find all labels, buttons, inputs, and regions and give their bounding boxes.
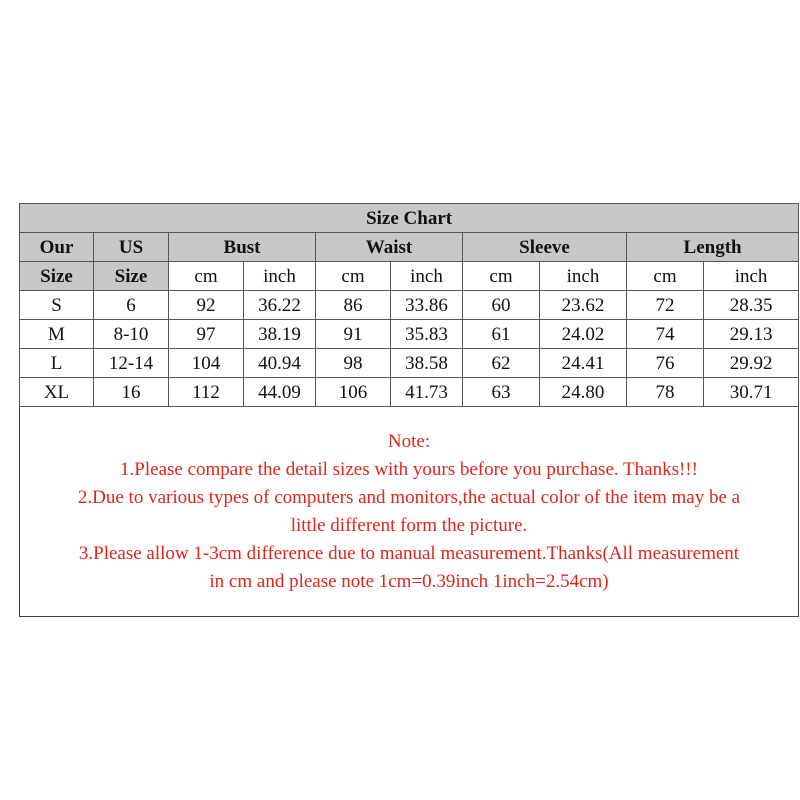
length-inch-cell: 28.35 xyxy=(704,291,799,320)
waist-inch-cell: 41.73 xyxy=(391,378,463,407)
length-cm-cell: 74 xyxy=(627,320,704,349)
sleeve-inch-cell: 24.80 xyxy=(540,378,627,407)
length-inch-cell: 29.13 xyxy=(704,320,799,349)
bust-cm-cell: 112 xyxy=(169,378,244,407)
us-size-cell: 16 xyxy=(94,378,169,407)
waist-inch-cell: 33.86 xyxy=(391,291,463,320)
table-row xyxy=(20,320,799,349)
waist-cm-cell: 98 xyxy=(316,349,391,378)
note-heading: Note: xyxy=(387,431,431,452)
bust-cm-cell: 92 xyxy=(169,291,244,320)
header-length: Length xyxy=(627,233,799,262)
waist-cm-cell: 86 xyxy=(316,291,391,320)
length-cm-cell: 72 xyxy=(627,291,704,320)
note-line-2: 2.Due to various types of computers and monitors,the actual color of the item may be a xyxy=(77,487,741,508)
header-us-size-top: US xyxy=(94,233,169,262)
header-waist: Waist xyxy=(316,233,463,262)
unit-waist-inch: inch xyxy=(391,262,463,291)
unit-sleeve-inch: inch xyxy=(540,262,627,291)
length-inch-cell: 29.92 xyxy=(704,349,799,378)
table-row xyxy=(20,291,799,320)
sleeve-inch-cell: 24.02 xyxy=(540,320,627,349)
our-size-cell: S xyxy=(20,291,94,320)
our-size-cell: L xyxy=(20,349,94,378)
unit-sleeve-cm: cm xyxy=(463,262,540,291)
sleeve-cm-cell: 61 xyxy=(463,320,540,349)
header-sleeve: Sleeve xyxy=(463,233,627,262)
unit-length-inch: inch xyxy=(704,262,799,291)
unit-bust-inch: inch xyxy=(244,262,316,291)
header-bust: Bust xyxy=(169,233,316,262)
size-chart xyxy=(19,203,799,617)
chart-title: Size Chart xyxy=(20,204,799,233)
sleeve-cm-cell: 63 xyxy=(463,378,540,407)
header-our-size-top: Our xyxy=(20,233,94,262)
table-row xyxy=(20,349,799,378)
length-cm-cell: 78 xyxy=(627,378,704,407)
size-table xyxy=(19,203,799,407)
bust-inch-cell: 40.94 xyxy=(244,349,316,378)
us-size-cell: 12-14 xyxy=(94,349,169,378)
note-line-1: 1.Please compare the detail sizes with yours before you purchase. Thanks!!! xyxy=(120,459,698,480)
our-size-cell: M xyxy=(20,320,94,349)
us-size-cell: 6 xyxy=(94,291,169,320)
header-our-size-bottom: Size xyxy=(20,262,94,291)
sleeve-cm-cell: 62 xyxy=(463,349,540,378)
unit-bust-cm: cm xyxy=(169,262,244,291)
bust-inch-cell: 38.19 xyxy=(244,320,316,349)
sleeve-inch-cell: 23.62 xyxy=(540,291,627,320)
unit-length-cm: cm xyxy=(627,262,704,291)
our-size-cell: XL xyxy=(20,378,94,407)
waist-inch-cell: 35.83 xyxy=(391,320,463,349)
unit-waist-cm: cm xyxy=(316,262,391,291)
header-us-size-bottom: Size xyxy=(94,262,169,291)
waist-cm-cell: 91 xyxy=(316,320,391,349)
sleeve-inch-cell: 24.41 xyxy=(540,349,627,378)
length-cm-cell: 76 xyxy=(627,349,704,378)
note-line-5: in cm and please note 1cm=0.39inch 1inch=2.54cm) xyxy=(209,571,609,592)
table-row xyxy=(20,378,799,407)
length-inch-cell: 30.71 xyxy=(704,378,799,407)
bust-inch-cell: 44.09 xyxy=(244,378,316,407)
sleeve-cm-cell: 60 xyxy=(463,291,540,320)
notes-section xyxy=(20,428,798,596)
note-line-4: 3.Please allow 1-3cm difference due to manual measurement.Thanks(All measurement xyxy=(78,543,740,564)
bust-cm-cell: 104 xyxy=(169,349,244,378)
us-size-cell: 8-10 xyxy=(94,320,169,349)
bust-inch-cell: 36.22 xyxy=(244,291,316,320)
waist-cm-cell: 106 xyxy=(316,378,391,407)
waist-inch-cell: 38.58 xyxy=(391,349,463,378)
bust-cm-cell: 97 xyxy=(169,320,244,349)
note-line-3: little different form the picture. xyxy=(290,515,528,536)
